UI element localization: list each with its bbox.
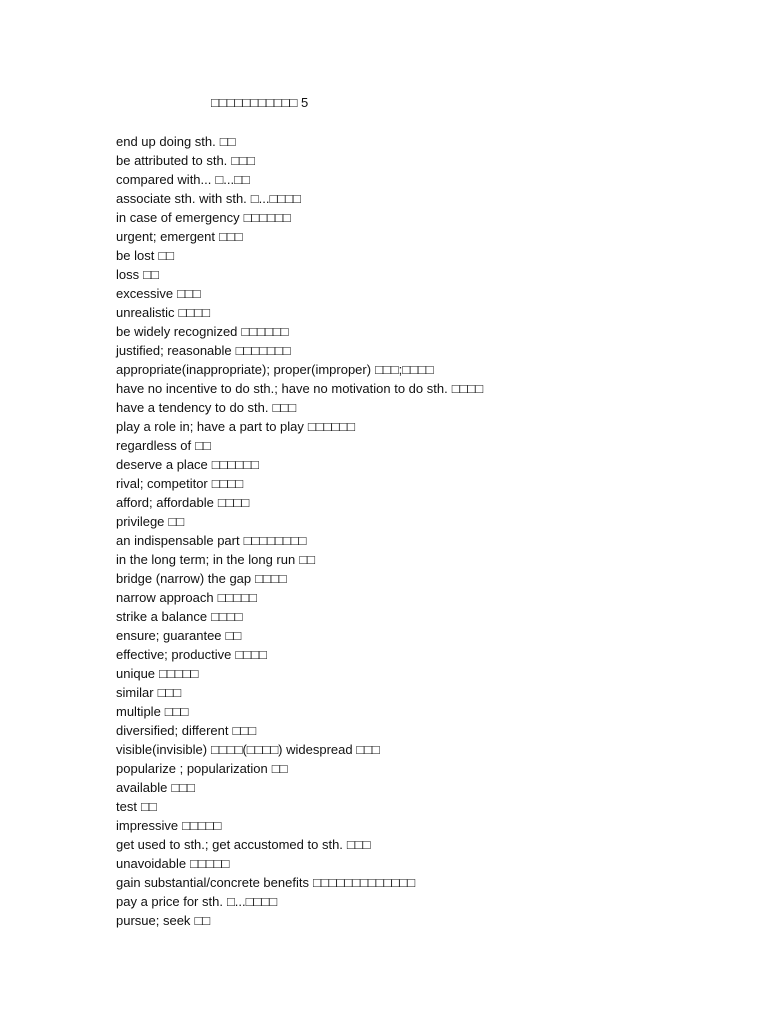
entry-chinese: □□□ [164,704,189,719]
entry-chinese: □□□□(□□□□) widespread □□□ [211,742,380,757]
entry-chinese: □□□□□□ [241,324,289,339]
vocab-entry [116,151,483,170]
vocab-entry [116,740,483,759]
entry-english: strike a balance [116,609,208,624]
entry-english: similar [116,685,154,700]
entry-english: pursue; seek [116,913,191,928]
entry-english: bridge (narrow) the gap [116,571,252,586]
entry-english: have a tendency to do sth. [116,400,269,415]
entry-chinese: □□□ [177,286,201,301]
entry-chinese: □□ [140,799,157,814]
entry-english: play a role in; have a part to play [116,419,304,434]
entry-english: appropriate(inappropriate); proper(improper) [116,362,372,377]
vocab-entry [116,493,483,512]
entry-english: diversified; different [116,723,229,738]
vocab-entry [116,607,483,626]
entry-chinese: □□ [195,438,211,453]
entry-chinese: □□ [225,628,242,643]
vocab-entry [116,721,483,740]
vocab-entry [116,778,483,797]
vocab-entry [116,398,483,417]
entry-chinese: □□□ [231,153,255,168]
vocab-entry [116,683,483,702]
vocab-entry [116,189,483,208]
entry-english: loss [116,267,140,282]
entry-english: gain substantial/concrete benefits [116,875,309,890]
entry-english: compared with... [116,172,212,187]
entry-chinese: □□□□ [211,476,244,491]
entry-english: afford; affordable [116,495,214,510]
vocab-entry [116,797,483,816]
vocab-entry [116,322,483,341]
entry-chinese: □□□□ [451,381,484,396]
entry-english: unique [116,666,156,681]
entry-chinese: □□□□ [217,495,250,510]
entry-english: available [116,780,168,795]
entry-english: have no incentive to do sth.; have no motivation to do sth. [116,381,448,396]
entry-english: excessive [116,286,174,301]
vocab-entry [116,892,483,911]
entry-english: get used to sth.; get accustomed to sth. [116,837,343,852]
vocab-entry [116,702,483,721]
entry-chinese: □□□□□ [182,818,222,833]
entry-chinese: □□□ [157,685,182,700]
entry-english: rival; competitor [116,476,208,491]
entry-chinese: □□□ [272,400,297,415]
vocab-entry [116,360,483,379]
entry-chinese: □□□ [232,723,257,738]
vocabulary-list [116,132,483,930]
vocab-entry [116,759,483,778]
vocab-entry [116,227,483,246]
entry-english: end up doing sth. [116,134,216,149]
entry-chinese: □□□□□ [217,590,257,605]
entry-chinese: □□ [194,913,211,928]
vocab-entry [116,626,483,645]
entry-chinese: □□ [271,761,288,776]
vocab-entry [116,303,483,322]
entry-english: in the long term; in the long run [116,552,296,567]
entry-chinese: □□ [299,552,315,567]
vocab-entry [116,246,483,265]
entry-chinese: □□□□□□ [243,210,291,225]
document-title: □□□□□□□□□□□ 5 [211,95,309,110]
entry-chinese: □□□□□ [190,856,230,871]
entry-english: unavoidable [116,856,187,871]
entry-english: impressive [116,818,179,833]
entry-chinese: □□□□□□ [211,457,259,472]
entry-english: be lost [116,248,155,263]
entry-english: test [116,799,137,814]
vocab-entry [116,911,483,930]
vocab-entry [116,417,483,436]
vocab-entry [116,835,483,854]
vocab-entry [116,379,483,398]
entry-english: multiple [116,704,161,719]
entry-english: be attributed to sth. [116,153,228,168]
vocab-entry [116,854,483,873]
entry-chinese: □...□□□□ [250,191,301,206]
entry-english: be widely recognized [116,324,238,339]
vocab-entry [116,284,483,303]
vocab-entry [116,474,483,493]
entry-english: regardless of [116,438,192,453]
entry-english: an indispensable part [116,533,240,548]
vocab-entry [116,550,483,569]
entry-english: associate sth. with sth. [116,191,247,206]
entry-english: pay a price for sth. [116,894,223,909]
entry-english: urgent; emergent [116,229,216,244]
entry-chinese: □...□□□□ [226,894,278,909]
vocab-entry [116,873,483,892]
entry-english: privilege [116,514,165,529]
vocab-entry [116,341,483,360]
vocab-entry [116,531,483,550]
vocab-entry [116,265,483,284]
entry-chinese: □□□□□□□□□□□□□ [312,875,416,890]
vocab-entry [116,132,483,151]
entry-chinese: □□ [143,267,159,282]
vocab-entry [116,816,483,835]
entry-english: visible(invisible) [116,742,208,757]
entry-chinese: □□□□ [211,609,243,624]
entry-english: unrealistic [116,305,175,320]
vocab-entry [116,664,483,683]
entry-chinese: □□□□ [255,571,287,586]
entry-chinese: □□□□□□ [307,419,356,434]
entry-chinese: □□□□ [235,647,267,662]
vocab-entry [116,170,483,189]
vocab-entry [116,588,483,607]
entry-english: effective; productive [116,647,232,662]
entry-chinese: □□□□□ [159,666,199,681]
vocab-entry [116,512,483,531]
entry-english: in case of emergency [116,210,240,225]
entry-chinese: □□□ [171,780,195,795]
entry-chinese: □□□ [346,837,371,852]
vocab-entry [116,436,483,455]
entry-chinese: □□ [168,514,185,529]
entry-english: popularize ; popularization [116,761,268,776]
vocab-entry [116,645,483,664]
entry-english: deserve a place [116,457,208,472]
entry-english: ensure; guarantee [116,628,222,643]
entry-chinese: □□□□□□□ [235,343,291,358]
entry-chinese: □□ [158,248,175,263]
entry-english: justified; reasonable [116,343,232,358]
entry-chinese: □□ [219,134,236,149]
vocab-entry [116,569,483,588]
entry-chinese: □□□□ [178,305,210,320]
entry-chinese: □...□□ [215,172,250,187]
entry-english: narrow approach [116,590,214,605]
entry-chinese: □□□ [219,229,243,244]
entry-chinese: □□□;□□□□ [375,362,434,377]
vocab-entry [116,455,483,474]
entry-chinese: □□□□□□□□ [243,533,307,548]
vocab-entry [116,208,483,227]
